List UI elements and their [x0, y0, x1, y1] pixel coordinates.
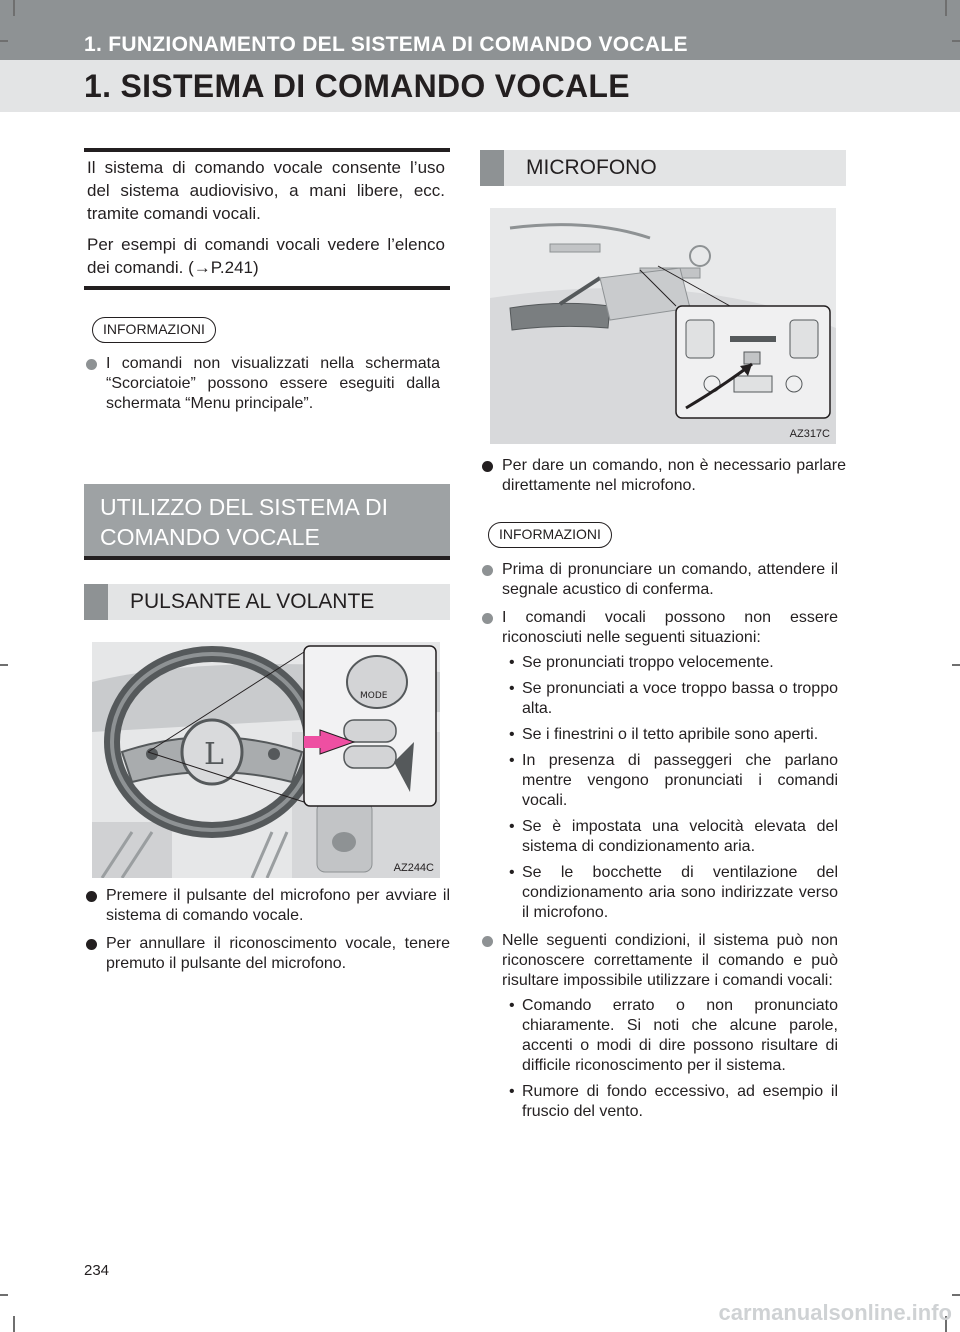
svg-text:L: L: [204, 737, 224, 772]
sub-list: [502, 996, 838, 1122]
list-item: [480, 931, 838, 1122]
subheading-steering: [84, 584, 450, 620]
list-item-text: I comandi non visualizzati nella schermata “Scorciatoie” possono essere eseguiti dalla schermata “Menu principale”.: [106, 355, 440, 412]
info-tag: INFORMAZIONI: [92, 317, 216, 343]
list-item-text: I comandi vocali possono non essere riconosciuti nelle seguenti situazioni:: [502, 609, 838, 646]
sub-list-item: • Rumore di fondo eccessivo, ad esempio il fruscio del vento.: [509, 1083, 838, 1120]
usage-bullet-list: [84, 886, 450, 982]
subheading-marker: [480, 150, 504, 186]
list-item: [480, 456, 846, 496]
list-item: [84, 886, 450, 926]
intro-box: [84, 148, 450, 290]
list-item: [480, 608, 838, 923]
section-heading: [84, 484, 450, 560]
bullet-dot: [482, 613, 493, 624]
watermark: carmanualsonline.info: [718, 1300, 952, 1325]
list-item-text: Per dare un comando, non è necessario parlare direttamente nel microfono.: [502, 457, 846, 494]
page-title: 1. SISTEMA DI COMANDO VOCALE: [84, 68, 630, 104]
bullet-dot: [86, 939, 97, 950]
crop-mark: [13, 0, 15, 16]
crop-mark: [0, 664, 8, 666]
left-info-list: [84, 354, 440, 422]
bullet-dot: [482, 461, 493, 472]
crop-mark: [952, 1294, 960, 1296]
list-item: [84, 934, 450, 974]
page-number: 234: [84, 1262, 110, 1279]
info-tag: INFORMAZIONI: [488, 522, 612, 548]
list-item-text: Premere il pulsante del microfono per avviare il sistema di comando vocale.: [106, 887, 450, 924]
microphone-bullet-list: [480, 456, 846, 504]
sub-list-item: • Se le bocchette di ventilazione del condizionamento aria sono indirizzate verso il microfono.: [509, 864, 838, 921]
section-title: 1. FUNZIONAMENTO DEL SISTEMA DI COMANDO VOCALE: [84, 33, 688, 56]
crop-mark: [952, 40, 960, 42]
crop-mark: [952, 664, 960, 666]
intro-paragraph: Per esempi di comandi vocali vedere l’elenco dei comandi. (→P.241): [87, 235, 445, 277]
steering-wheel-illustration: [92, 642, 440, 878]
list-item-text: Nelle seguenti condizioni, il sistema può non riconoscere correttamente il comando e può risultare impossibile utilizzare i comandi vocali:: [502, 932, 838, 989]
sub-list-item-text: Rumore di fondo eccessivo, ad esempio il fruscio del vento.: [522, 1083, 838, 1120]
sub-list-item-text: In presenza di passeggeri che parlano mentre vengono pronunciati i comandi vocali.: [522, 752, 838, 809]
bullet-dot: [86, 359, 97, 370]
sub-list-item: • Se è impostata una velocità elevata del sistema di condizionamento aria.: [509, 818, 838, 855]
crop-mark: [945, 0, 947, 16]
list-item-text: Prima di pronunciare un comando, attendere il segnale acustico di conferma.: [502, 561, 838, 598]
bullet-dot: [482, 936, 493, 947]
sub-list-item-text: Se pronunciati a voce troppo bassa o troppo alta.: [522, 680, 838, 717]
sub-list-item-text: Se è impostata una velocità elevata del sistema di condizionamento aria.: [522, 818, 838, 855]
right-info-list: [480, 560, 838, 1130]
bullet-dot: [482, 565, 493, 576]
sub-list-item: • Se i finestrini o il tetto apribile sono aperti.: [509, 726, 819, 743]
sub-list-item-text: Se le bocchette di ventilazione del condizionamento aria sono indirizzate verso il microfono.: [522, 864, 838, 921]
steering-wheel-figure: [92, 642, 440, 878]
subheading-text: MICROFONO: [526, 156, 657, 179]
intro-paragraph: Il sistema di comando vocale consente l’uso del sistema audiovisivo, a mani libere, ecc. tramite comandi vocali.: [87, 158, 445, 223]
section-heading-line: UTILIZZO DEL SISTEMA DI: [100, 494, 388, 520]
section-heading-line: COMANDO VOCALE: [100, 524, 320, 550]
subheading-marker: [84, 584, 108, 620]
sub-list-item: • In presenza di passeggeri che parlano mentre vengono pronunciati i comandi vocali.: [509, 752, 838, 809]
mode-label: MODE: [360, 691, 388, 701]
sub-list-item-text: Comando errato o non pronunciato chiaramente. Si noti che alcune parole, accenti o modi di dire possono risultare di difficile riconoscimento per il sistema.: [522, 997, 838, 1074]
list-item: [480, 560, 838, 600]
subheading-text: PULSANTE AL VOLANTE: [130, 590, 375, 613]
list-item-text: Per annullare il riconoscimento vocale, tenere premuto il pulsante del microfono.: [106, 935, 450, 972]
crop-mark: [13, 1316, 15, 1332]
figure-code: AZ244C: [393, 862, 434, 874]
sub-list-item: • Se pronunciati a voce troppo bassa o troppo alta.: [509, 680, 838, 717]
sub-list-item-text: Se pronunciati troppo velocemente.: [522, 654, 774, 671]
overhead-console-illustration: [490, 208, 836, 444]
list-item: [84, 354, 440, 414]
sub-list-item: • Se pronunciati troppo velocemente.: [509, 654, 774, 671]
microphone-figure: [490, 208, 836, 444]
sub-list: [502, 653, 838, 923]
crop-mark: [0, 1294, 8, 1296]
sub-list-item-text: Se i finestrini o il tetto apribile sono aperti.: [522, 726, 819, 743]
subheading-microphone: [480, 150, 846, 186]
crop-mark: [0, 40, 8, 42]
sub-list-item: • Comando errato o non pronunciato chiaramente. Si noti che alcune parole, accenti o modi di dire possono risultare di difficile riconoscimento per il sistema.: [509, 997, 838, 1074]
bullet-dot: [86, 891, 97, 902]
figure-code: AZ317C: [789, 428, 830, 440]
